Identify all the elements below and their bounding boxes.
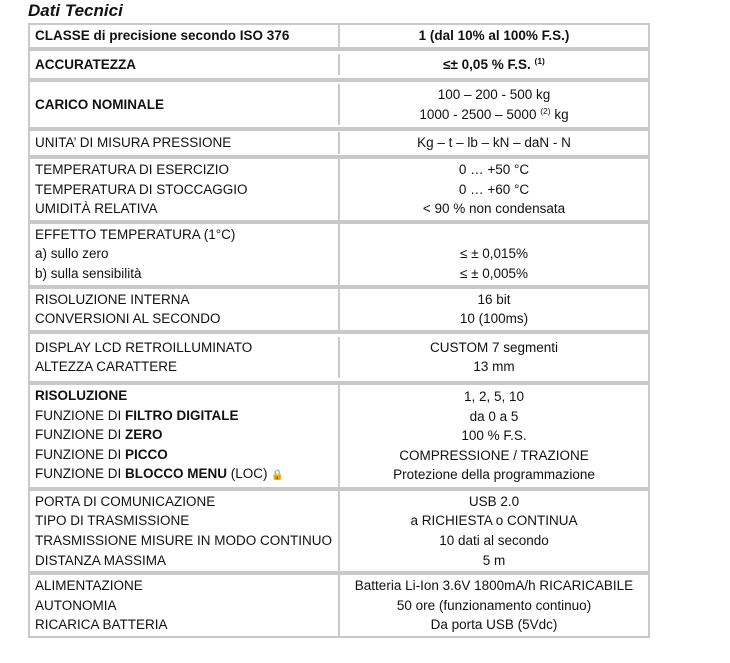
spec-labels xyxy=(30,132,340,154)
spec-value: ≤ ± 0,015% xyxy=(459,246,529,262)
spec-group-nominal-load xyxy=(30,82,648,127)
spec-label: PORTA DI COMUNICAZIONE xyxy=(35,493,216,509)
spec-values xyxy=(340,289,648,330)
spec-values xyxy=(340,575,648,636)
spec-label: UMIDITÀ RELATIVA xyxy=(35,201,158,217)
spec-values xyxy=(340,491,648,571)
spec-label: TEMPERATURA DI ESERCIZIO xyxy=(35,161,230,177)
spec-values xyxy=(340,337,648,378)
spec-label: AUTONOMIA xyxy=(35,597,117,613)
spec-value-text: 1000 - 2500 – 5000 xyxy=(419,106,537,122)
spec-labels xyxy=(30,289,340,330)
spec-label: ALTEZZA CARATTERE xyxy=(35,359,178,375)
spec-labels xyxy=(30,25,340,47)
spec-label-emphasis: ZERO xyxy=(125,427,163,443)
spec-value: Kg – t – lb – kN – daN - N xyxy=(417,135,571,151)
spec-label: ALIMENTAZIONE xyxy=(35,578,143,594)
spec-value: 1, 2, 5, 10 xyxy=(463,388,525,404)
spec-labels xyxy=(30,159,340,220)
spec-value: 10 (100ms) xyxy=(459,311,529,327)
spec-values xyxy=(340,25,648,47)
spec-value: ≤ ± 0,005% xyxy=(459,265,529,281)
spec-labels xyxy=(30,224,340,285)
spec-label: RISOLUZIONE INTERNA xyxy=(35,291,190,307)
spec-values xyxy=(340,224,648,285)
spec-label: DISTANZA MASSIMA xyxy=(35,552,167,568)
spec-label-prefix: FUNZIONE DI xyxy=(35,407,125,423)
spec-group-accuracy xyxy=(30,51,648,79)
spec-labels xyxy=(30,54,340,76)
spec-label xyxy=(35,464,333,486)
spec-labels xyxy=(30,491,340,571)
spec-value: 10 dati al secondo xyxy=(439,533,549,549)
spec-value: 0 … +50 °C xyxy=(458,161,530,177)
spec-value: 13 mm xyxy=(473,359,515,375)
page-title: Dati Tecnici xyxy=(28,1,123,20)
specs-table xyxy=(28,23,650,638)
spec-value: 50 ore (funzionamento continuo) xyxy=(396,597,592,613)
spec-group-functions xyxy=(30,385,648,487)
spec-label: ACCURATEZZA xyxy=(35,56,136,72)
spec-label-prefix: FUNZIONE DI xyxy=(35,446,125,462)
spec-value xyxy=(443,55,545,75)
spec-label: a) sullo zero xyxy=(35,246,109,262)
spec-value: 5 m xyxy=(482,552,506,568)
spec-value: CUSTOM 7 segmenti xyxy=(429,339,559,355)
spec-value: 1 (dal 10% al 100% F.S.) xyxy=(418,28,570,43)
spec-value-text: ≤± 0,05 % F.S. xyxy=(443,56,531,72)
spec-label: b) sulla sensibilità xyxy=(35,265,142,281)
footnote-marker: (1) xyxy=(534,55,545,66)
spec-value: < 90 % non condensata xyxy=(422,201,566,217)
spec-label: RISOLUZIONE xyxy=(35,387,128,403)
spec-value-unit: kg xyxy=(554,106,569,122)
spec-value: COMPRESSIONE / TRAZIONE xyxy=(399,447,589,463)
spec-value: 100 – 200 - 500 kg xyxy=(437,87,551,103)
spec-labels xyxy=(30,84,340,125)
spec-group-power xyxy=(30,575,648,636)
spec-value: Protezione della programmazione xyxy=(393,467,595,483)
spec-label: TEMPERATURA DI STOCCAGGIO xyxy=(35,181,248,197)
spec-value: da 0 a 5 xyxy=(469,408,519,424)
spec-value: 0 … +60 °C xyxy=(458,181,530,197)
spec-group-display xyxy=(30,334,648,381)
spec-group-units xyxy=(30,131,648,155)
spec-group-communication xyxy=(30,491,648,571)
spec-label-emphasis: PICCO xyxy=(125,446,168,462)
spec-values xyxy=(340,54,648,76)
spec-label xyxy=(35,406,333,426)
spec-label: CLASSE di precisione secondo ISO 376 xyxy=(35,28,290,43)
spec-values xyxy=(340,385,648,487)
spec-label: RICARICA BATTERIA xyxy=(35,617,168,633)
lock-icon: 🔒 xyxy=(271,470,284,482)
spec-labels xyxy=(30,575,340,636)
spec-value: a RICHIESTA o CONTINUA xyxy=(410,513,578,529)
spec-label-suffix: (LOC) xyxy=(227,466,272,482)
spec-label xyxy=(35,425,333,445)
spec-label-prefix: FUNZIONE DI xyxy=(35,466,125,482)
spec-group-precision-class xyxy=(30,25,648,47)
spec-value: 100 % F.S. xyxy=(461,428,527,444)
spec-label-prefix: FUNZIONE DI xyxy=(35,427,125,443)
spec-value xyxy=(492,225,496,245)
spec-value: Da porta USB (5Vdc) xyxy=(430,617,558,633)
spec-label xyxy=(35,445,333,465)
footnote-marker: (2) xyxy=(540,105,551,116)
spec-group-resolution xyxy=(30,289,648,330)
spec-value xyxy=(419,105,568,125)
spec-labels xyxy=(30,385,340,487)
spec-group-temperature-effect xyxy=(30,224,648,285)
spec-value: USB 2.0 xyxy=(468,493,520,509)
spec-value: 16 bit xyxy=(477,291,511,307)
spec-values xyxy=(340,159,648,220)
spec-label: DISPLAY LCD RETROILLUMINATO xyxy=(35,339,253,355)
spec-label: TIPO DI TRASMISSIONE xyxy=(35,513,190,529)
spec-label-emphasis: BLOCCO MENU xyxy=(125,466,227,482)
spec-value: Batteria Li-Ion 3.6V 1800mA/h RICARICABILE xyxy=(354,578,634,594)
spec-label: UNITA’ DI MISURA PRESSIONE xyxy=(35,135,232,151)
spec-label: CONVERSIONI AL SECONDO xyxy=(35,311,221,327)
spec-label: EFFETTO TEMPERATURA (1°C) xyxy=(35,226,236,242)
spec-values xyxy=(340,84,648,125)
spec-label-emphasis: FILTRO DIGITALE xyxy=(125,407,239,423)
spec-labels xyxy=(30,337,340,378)
spec-label: CARICO NOMINALE xyxy=(35,96,164,112)
spec-group-environment xyxy=(30,159,648,220)
spec-label: TRASMISSIONE MISURE IN MODO CONTINUO xyxy=(35,533,333,549)
spec-values xyxy=(340,132,648,154)
